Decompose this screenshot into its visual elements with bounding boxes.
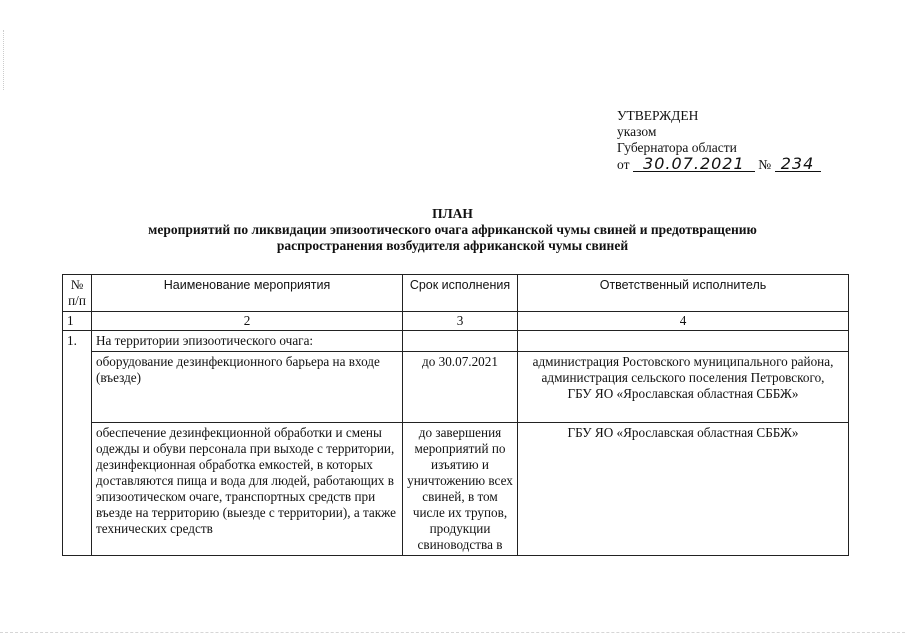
row-num: 1. [63, 331, 92, 556]
title-line-3: распространения возбудителя африканской чумы свиней [276, 238, 629, 253]
row-term: до 30.07.2021 [403, 352, 518, 423]
plan-table [62, 274, 849, 556]
table-row [63, 331, 849, 352]
row-executor: ГБУ ЯО «Ярославская областная СББЖ» [518, 423, 849, 556]
title-line-1: ПЛАН [432, 206, 473, 221]
header-name: Наименование мероприятия [92, 275, 403, 312]
approval-number: 234 [775, 156, 821, 172]
header-executor: Ответственный исполнитель [518, 275, 849, 312]
approval-stamp-block [617, 108, 821, 173]
approval-title: УТВЕРЖДЕН [617, 108, 699, 123]
scan-bottom-marks [0, 632, 905, 635]
title-line-2: мероприятий по ликвидации эпизоотического очага африканской чумы свиней и предотвращению [148, 222, 757, 237]
scan-edge-marks [3, 30, 5, 90]
row-executor [518, 331, 849, 352]
table-row [63, 352, 849, 423]
row-term: до завершения мероприятий по изъятию и уничтожению всех свиней, в том числе их трупов, продукции свиноводства в [403, 423, 518, 556]
row-name: На территории эпизоотического очага: [92, 331, 403, 352]
table-header-row [63, 275, 849, 312]
column-number: 3 [403, 312, 518, 331]
column-number: 4 [518, 312, 849, 331]
table-row [63, 423, 849, 556]
row-name: обеспечение дезинфекционной обработки и смены одежды и обуви персонала при выходе с территории, дезинфекционная обработка емкостей, в которых доставляются пища и вода для людей, работающих в эпизоотическом очаге, транспортных средств при въезде на территорию (выезде с территории), а также технических средств [92, 423, 403, 556]
row-executor: администрация Ростовского муниципального района, администрация сельского поселения Петровского, ГБУ ЯО «Ярославская областная СББЖ» [518, 352, 849, 423]
column-number: 1 [63, 312, 92, 331]
approval-from-label: от [617, 157, 630, 172]
row-name: оборудование дезинфекционного барьера на входе (въезде) [92, 352, 403, 423]
approval-number-label: № [758, 157, 772, 172]
approval-decree: указом [617, 124, 657, 139]
column-numbers-row [63, 312, 849, 331]
header-term: Срок исполнения [403, 275, 518, 312]
approval-governor: Губернатора области [617, 140, 737, 155]
header-num: № п/п [63, 275, 92, 312]
row-term [403, 331, 518, 352]
document-title [60, 206, 845, 254]
approval-date-line [617, 156, 821, 173]
column-number: 2 [92, 312, 403, 331]
approval-date: 30.07.2021 [633, 156, 755, 172]
